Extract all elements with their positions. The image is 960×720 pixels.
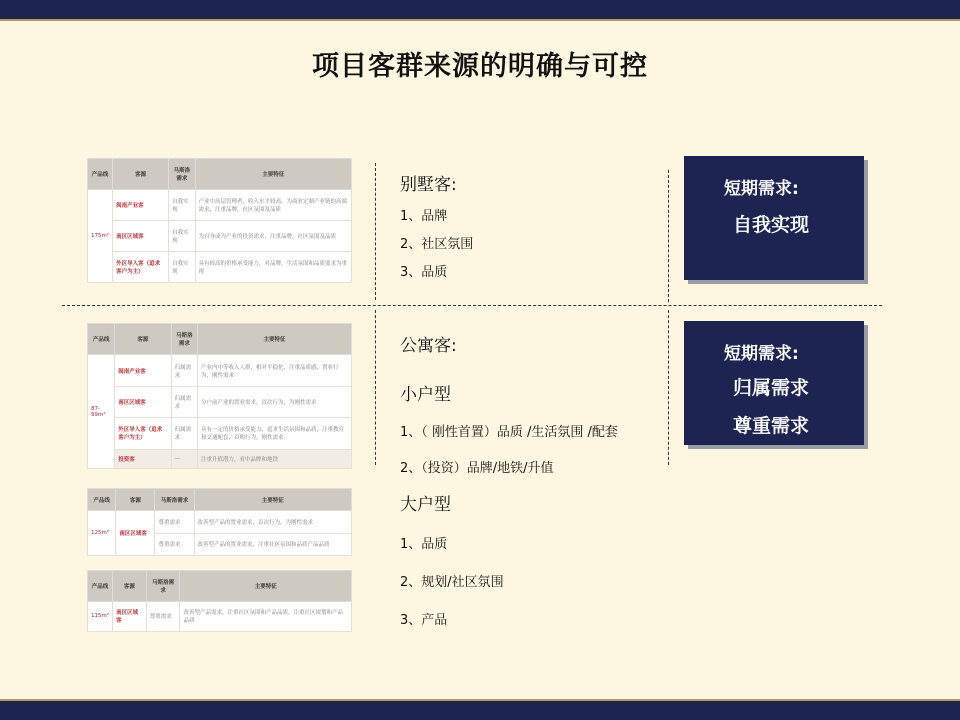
client-cell: 投资客 — [115, 449, 171, 468]
villa-section — [400, 170, 473, 289]
table-header: 马斯洛需求 — [171, 324, 197, 355]
product-cell: 87-99m² — [88, 355, 115, 469]
table-row — [88, 221, 352, 252]
list-item: 2、（投资）品牌/地铁/升值 — [400, 461, 554, 476]
short-term-need-box-villa — [684, 156, 864, 280]
need-cell: 尊重需求 — [155, 511, 194, 533]
small-unit-label: 小户型 — [400, 385, 451, 405]
table-header: 客源 — [113, 159, 169, 190]
need-cell: 归属需求 — [171, 418, 197, 449]
table-header: 马斯洛需求 — [155, 489, 194, 511]
list-item: 1、品质 — [400, 537, 448, 552]
client-cell: 南区区域客 — [115, 386, 171, 417]
table-header: 产品线 — [88, 324, 115, 355]
table-header: 客源 — [116, 489, 155, 511]
feature-cell: 具有一定的价格承受能力，追求生活氛围和品质，注重教育和交通配套，首购行为，刚性需求 — [198, 418, 352, 449]
table-row — [88, 418, 352, 449]
product-cell: 125m² — [88, 511, 116, 556]
list-item: 2、社区氛围 — [400, 237, 474, 252]
apartment-section — [400, 331, 662, 637]
large-unit-label: 大户型 — [400, 495, 451, 515]
need-cell: 自我实现 — [169, 221, 195, 252]
apartment-client-table — [87, 323, 352, 469]
large-unit-table-b — [87, 570, 352, 632]
table-row — [88, 355, 352, 386]
client-cell: 外区导入客（追求客户为主） — [113, 252, 169, 283]
table-row — [88, 190, 352, 221]
villa-client-table — [87, 158, 352, 283]
table-header: 产品线 — [88, 159, 113, 190]
table-header: 主要特征 — [195, 159, 352, 190]
list-item: 3、产品 — [400, 613, 448, 628]
box-label: 短期需求: — [724, 344, 799, 364]
feature-cell: 产业内中等收入人群，相对平稳化，注重品质感，置业行为，刚性需求 — [198, 355, 352, 386]
feature-cell: 分户前产业的置业需求，首次行为，为刚性需求 — [198, 386, 352, 417]
list-item: 2、规划/社区氛围 — [400, 575, 504, 590]
vertical-divider-left-bottom — [375, 310, 376, 465]
client-cell: 南区区域客 — [113, 221, 169, 252]
need-cell: 尊重需求 — [155, 533, 194, 555]
feature-cell: 改善型产品的置业需求，注重社区氛围和品质产品品质 — [194, 533, 351, 555]
table-row — [88, 252, 352, 283]
table-header: 主要特征 — [198, 324, 352, 355]
feature-cell: 具有较高的价格承受能力，对品牌，生活氛围和品质要求为重视 — [195, 252, 352, 283]
table-header: 主要特征 — [180, 571, 352, 602]
table-row — [88, 601, 352, 632]
feature-cell: 为自身或为产业的投资需求，注重品牌，社区氛围及品质 — [195, 221, 352, 252]
client-cell: 闽南产业客 — [113, 190, 169, 221]
feature-cell: 改善型产品的置业需求，首次行为，为刚性需求 — [194, 511, 351, 533]
box-value: 尊重需求 — [733, 415, 810, 437]
box-value: 归属需求 — [733, 377, 810, 399]
need-cell: 归属需求 — [171, 386, 197, 417]
table-header: 客源 — [113, 571, 147, 602]
box-label: 短期需求: — [724, 179, 799, 199]
list-item: 3、品质 — [400, 265, 448, 280]
bottom-band — [0, 699, 960, 720]
table-row — [88, 449, 352, 468]
vertical-divider-right-bottom — [668, 310, 669, 465]
product-cell: 175m² — [88, 190, 113, 283]
client-cell: 南区区域客 — [116, 511, 155, 556]
client-cell: 闽南产业客 — [115, 355, 171, 386]
table-header: 客源 — [115, 324, 171, 355]
need-cell: 自我实现 — [169, 252, 195, 283]
table-header: 产品线 — [88, 489, 116, 511]
client-cell: 外区导入客（追求客户为主） — [115, 418, 171, 449]
large-unit-table-a — [87, 488, 352, 556]
table-row — [88, 386, 352, 417]
feature-cell: 产业中高层管理者，收入水平较高，为商业定制产业链的高端需求，注重品牌，社区氛围及品质 — [195, 190, 352, 221]
table-header: 主要特征 — [194, 489, 351, 511]
client-cell: 南区区域客 — [113, 601, 147, 632]
table-header: 产品线 — [88, 571, 113, 602]
vertical-divider-right-top — [668, 170, 669, 302]
need-cell: 尊重需求 — [146, 601, 180, 632]
feature-cell: 改善型产品需求，注重社区氛围和产品品质，注重社区规划和产品品质 — [180, 601, 352, 632]
table-header: 马斯洛需求 — [169, 159, 195, 190]
need-cell: 归属需求 — [171, 355, 197, 386]
short-term-need-box-apartment — [684, 321, 864, 445]
apartment-heading: 公寓客: — [400, 336, 457, 356]
need-cell: 自我实现 — [169, 190, 195, 221]
box-value: 自我实现 — [733, 214, 810, 236]
list-item: 1、品牌 — [400, 209, 448, 224]
vertical-divider-left-top — [375, 163, 376, 300]
list-item: 1、（ 刚性首置）品质 /生活氛围 /配套 — [400, 425, 618, 440]
page-title: 项目客群来源的明确与可控 — [312, 51, 648, 82]
product-cell: 115m² — [88, 601, 113, 632]
feature-cell: 注重升值潜力，看中品牌和地铁 — [198, 449, 352, 468]
villa-heading: 别墅客: — [400, 175, 457, 195]
horizontal-divider — [62, 305, 882, 306]
table-header: 马斯洛需求 — [146, 571, 180, 602]
need-cell: — — [171, 449, 197, 468]
table-row — [88, 511, 352, 533]
top-band — [0, 0, 960, 21]
